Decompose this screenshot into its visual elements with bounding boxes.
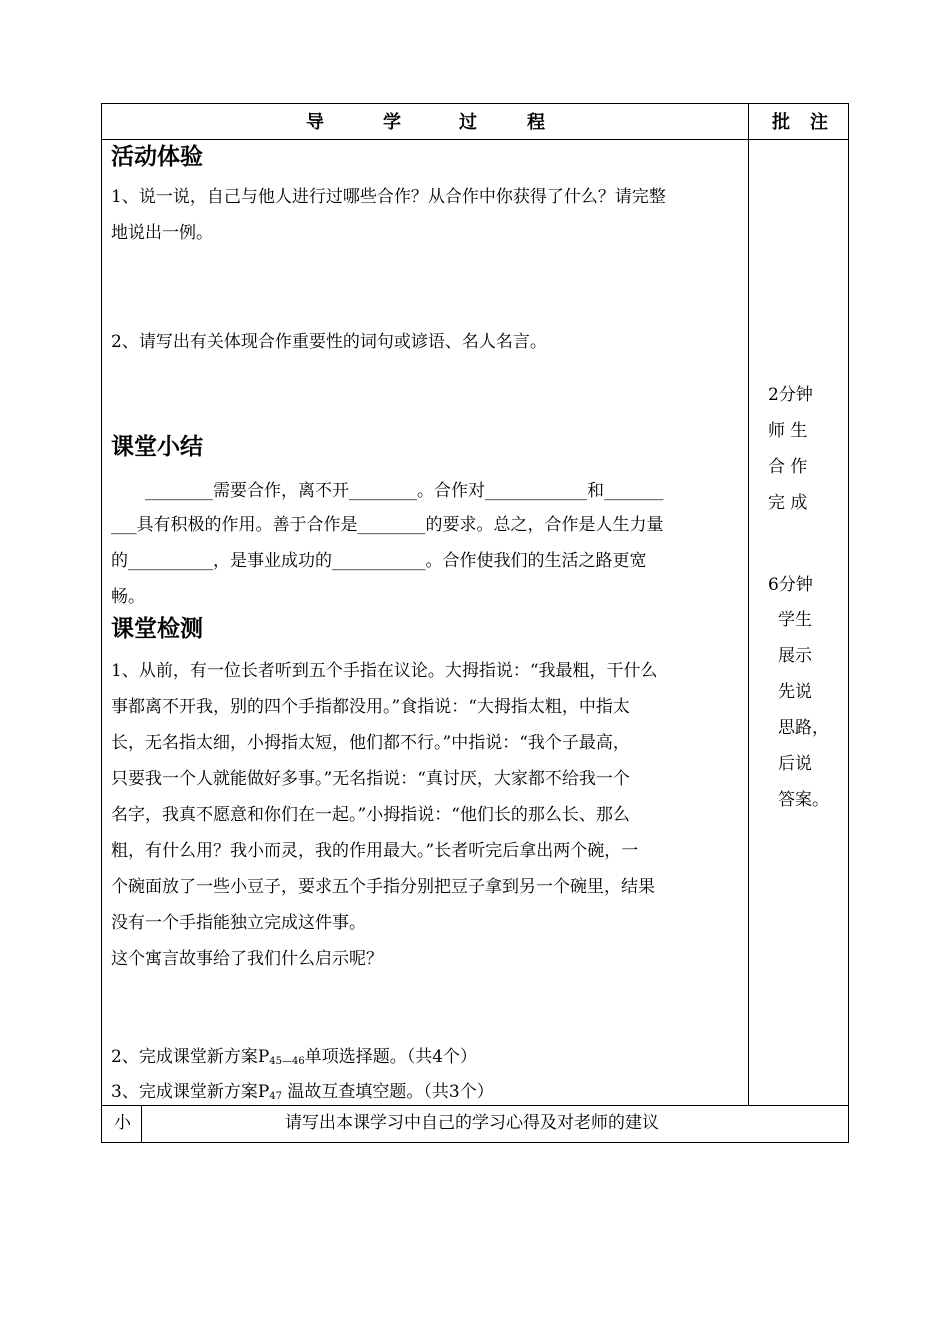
note-6: 学生 bbox=[778, 610, 812, 630]
note-7: 展示 bbox=[778, 646, 812, 666]
note-2: 师 生 bbox=[768, 421, 808, 441]
note-10: 后说 bbox=[778, 754, 812, 774]
test-line-4: 只要我一个人就能做好多事。”无名指说：“真讨厌，大家都不给我一个 bbox=[111, 769, 630, 789]
notes-column-divider bbox=[748, 103, 749, 1106]
test-line-6: 粗，有什么用？我小而灵，我的作用最大。”长者听完后拿出两个碗，一 bbox=[111, 841, 639, 861]
header-char-2: 学 bbox=[383, 112, 401, 133]
test-line-2: 事都离不开我，别的四个手指都没用。”食指说：“大拇指太粗，中指太 bbox=[111, 697, 630, 717]
activity-q1-line2: 地说出一例。 bbox=[111, 223, 213, 243]
notes-header-char-1: 批 bbox=[772, 112, 790, 133]
activity-q2: 2、请写出有关体现合作重要性的词句或谚语、名人名言。 bbox=[111, 332, 547, 352]
header-char-3: 过 bbox=[459, 112, 477, 133]
footer-label: 小 bbox=[114, 1113, 131, 1133]
test-line-1: 1、从前，有一位长者听到五个手指在议论。大拇指说：“我最粗，干什么 bbox=[111, 661, 658, 681]
table-right-border bbox=[848, 103, 849, 1143]
test-line-7: 个碗面放了一些小豆子，要求五个手指分别把豆子拿到另一个碗里，结果 bbox=[111, 877, 655, 897]
header-bottom-border bbox=[101, 139, 849, 140]
summary-line2: ___具有积极的作用。善于合作是________的要求。总之，合作是人生力量 bbox=[111, 515, 664, 535]
note-8: 先说 bbox=[778, 682, 812, 702]
note-3: 合 作 bbox=[768, 457, 808, 477]
note-4: 完 成 bbox=[768, 493, 808, 513]
note-11: 答案。 bbox=[778, 790, 829, 810]
section-title-summary: 课堂小结 bbox=[111, 434, 203, 460]
test-line-5: 名字，我真不愿意和你们在一起。”小拇指说：“他们长的那么长、那么 bbox=[111, 805, 630, 825]
footer-label-divider bbox=[141, 1105, 142, 1143]
section-title-test: 课堂检测 bbox=[111, 616, 203, 642]
table-bottom-border bbox=[101, 1142, 849, 1143]
notes-header-char-2: 注 bbox=[810, 112, 828, 133]
note-1: 2分钟 bbox=[768, 385, 813, 405]
header-char-4: 程 bbox=[527, 112, 545, 133]
note-5: 6分钟 bbox=[768, 575, 813, 595]
section-title-activity: 活动体验 bbox=[111, 144, 203, 170]
summary-line3: 的__________，是事业成功的___________。合作使我们的生活之路更宽 bbox=[111, 551, 647, 571]
note-9: 思路， bbox=[778, 718, 829, 738]
summary-line4: 畅。 bbox=[111, 587, 145, 607]
summary-line1: ________需要合作，离不开________。合作对____________和_______ bbox=[111, 481, 664, 501]
test-q3: 3、完成课堂新方案$P_{47}$ 温故互查填空题。（共3个） bbox=[111, 1082, 494, 1102]
header-char-1: 导 bbox=[306, 112, 324, 133]
table-top-border bbox=[101, 103, 849, 104]
table-left-border bbox=[101, 103, 102, 1143]
test-line-9: 这个寓言故事给了我们什么启示呢？ bbox=[111, 949, 383, 969]
test-line-3: 长，无名指太细，小拇指太短，他们都不行。”中指说：“我个子最高， bbox=[111, 733, 630, 753]
footer-text: 请写出本课学习中自己的学习心得及对老师的建议 bbox=[285, 1113, 659, 1133]
test-line-8: 没有一个手指能独立完成这件事。 bbox=[111, 913, 366, 933]
activity-q1-line1: 1、说一说，自己与他人进行过哪些合作？从合作中你获得了什么？请完整 bbox=[111, 187, 666, 207]
test-q2: 2、完成课堂新方案$P_{45—46}$单项选择题。（共4个） bbox=[111, 1047, 478, 1067]
